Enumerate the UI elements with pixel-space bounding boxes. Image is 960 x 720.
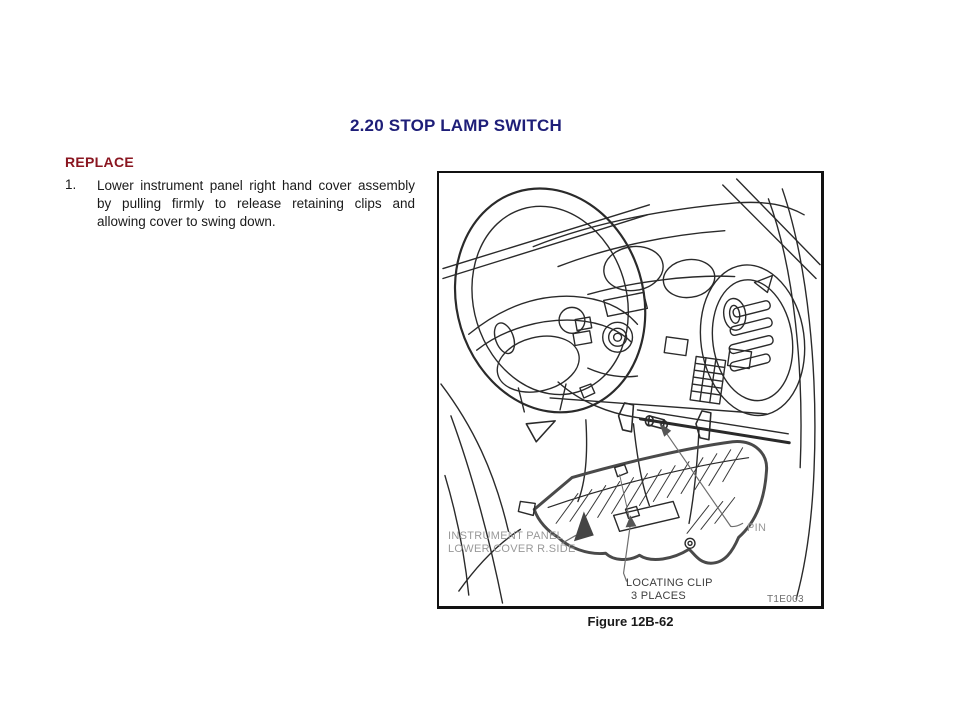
label-locating-clip: LOCATING CLIP 3 PLACES: [626, 577, 713, 602]
label-instrument-panel: INSTRUMENT PANEL LOWER COVER R.SIDE: [448, 530, 576, 555]
label-pin: PIN: [747, 522, 767, 534]
a-pillar-lines: [723, 179, 820, 599]
steering-wheel: [439, 173, 672, 436]
locating-clip-leader: [624, 523, 631, 581]
door-lines: [441, 384, 520, 603]
instrument-cluster: [533, 202, 804, 331]
step-text: Lower instrument panel right hand cover assembly by pulling firmly to release retaining clips and allowing cover to swing down.: [97, 178, 415, 229]
swing-arrow-outline: [526, 421, 555, 442]
drawing-code: T1E003: [767, 594, 804, 605]
section-heading: REPLACE: [65, 154, 134, 170]
door-vent: [691, 258, 814, 422]
figure-12b-62: [437, 171, 824, 609]
clip-left: [619, 403, 634, 432]
figure-caption: Figure 12B-62: [587, 614, 674, 629]
callout-leaders: [562, 423, 743, 581]
step-number: 1.: [65, 177, 77, 192]
clip-upper: [615, 465, 628, 477]
fuse-panel: [690, 356, 726, 404]
panel-arrowhead: [574, 511, 594, 541]
page-title: 2.20 STOP LAMP SWITCH: [349, 116, 563, 135]
